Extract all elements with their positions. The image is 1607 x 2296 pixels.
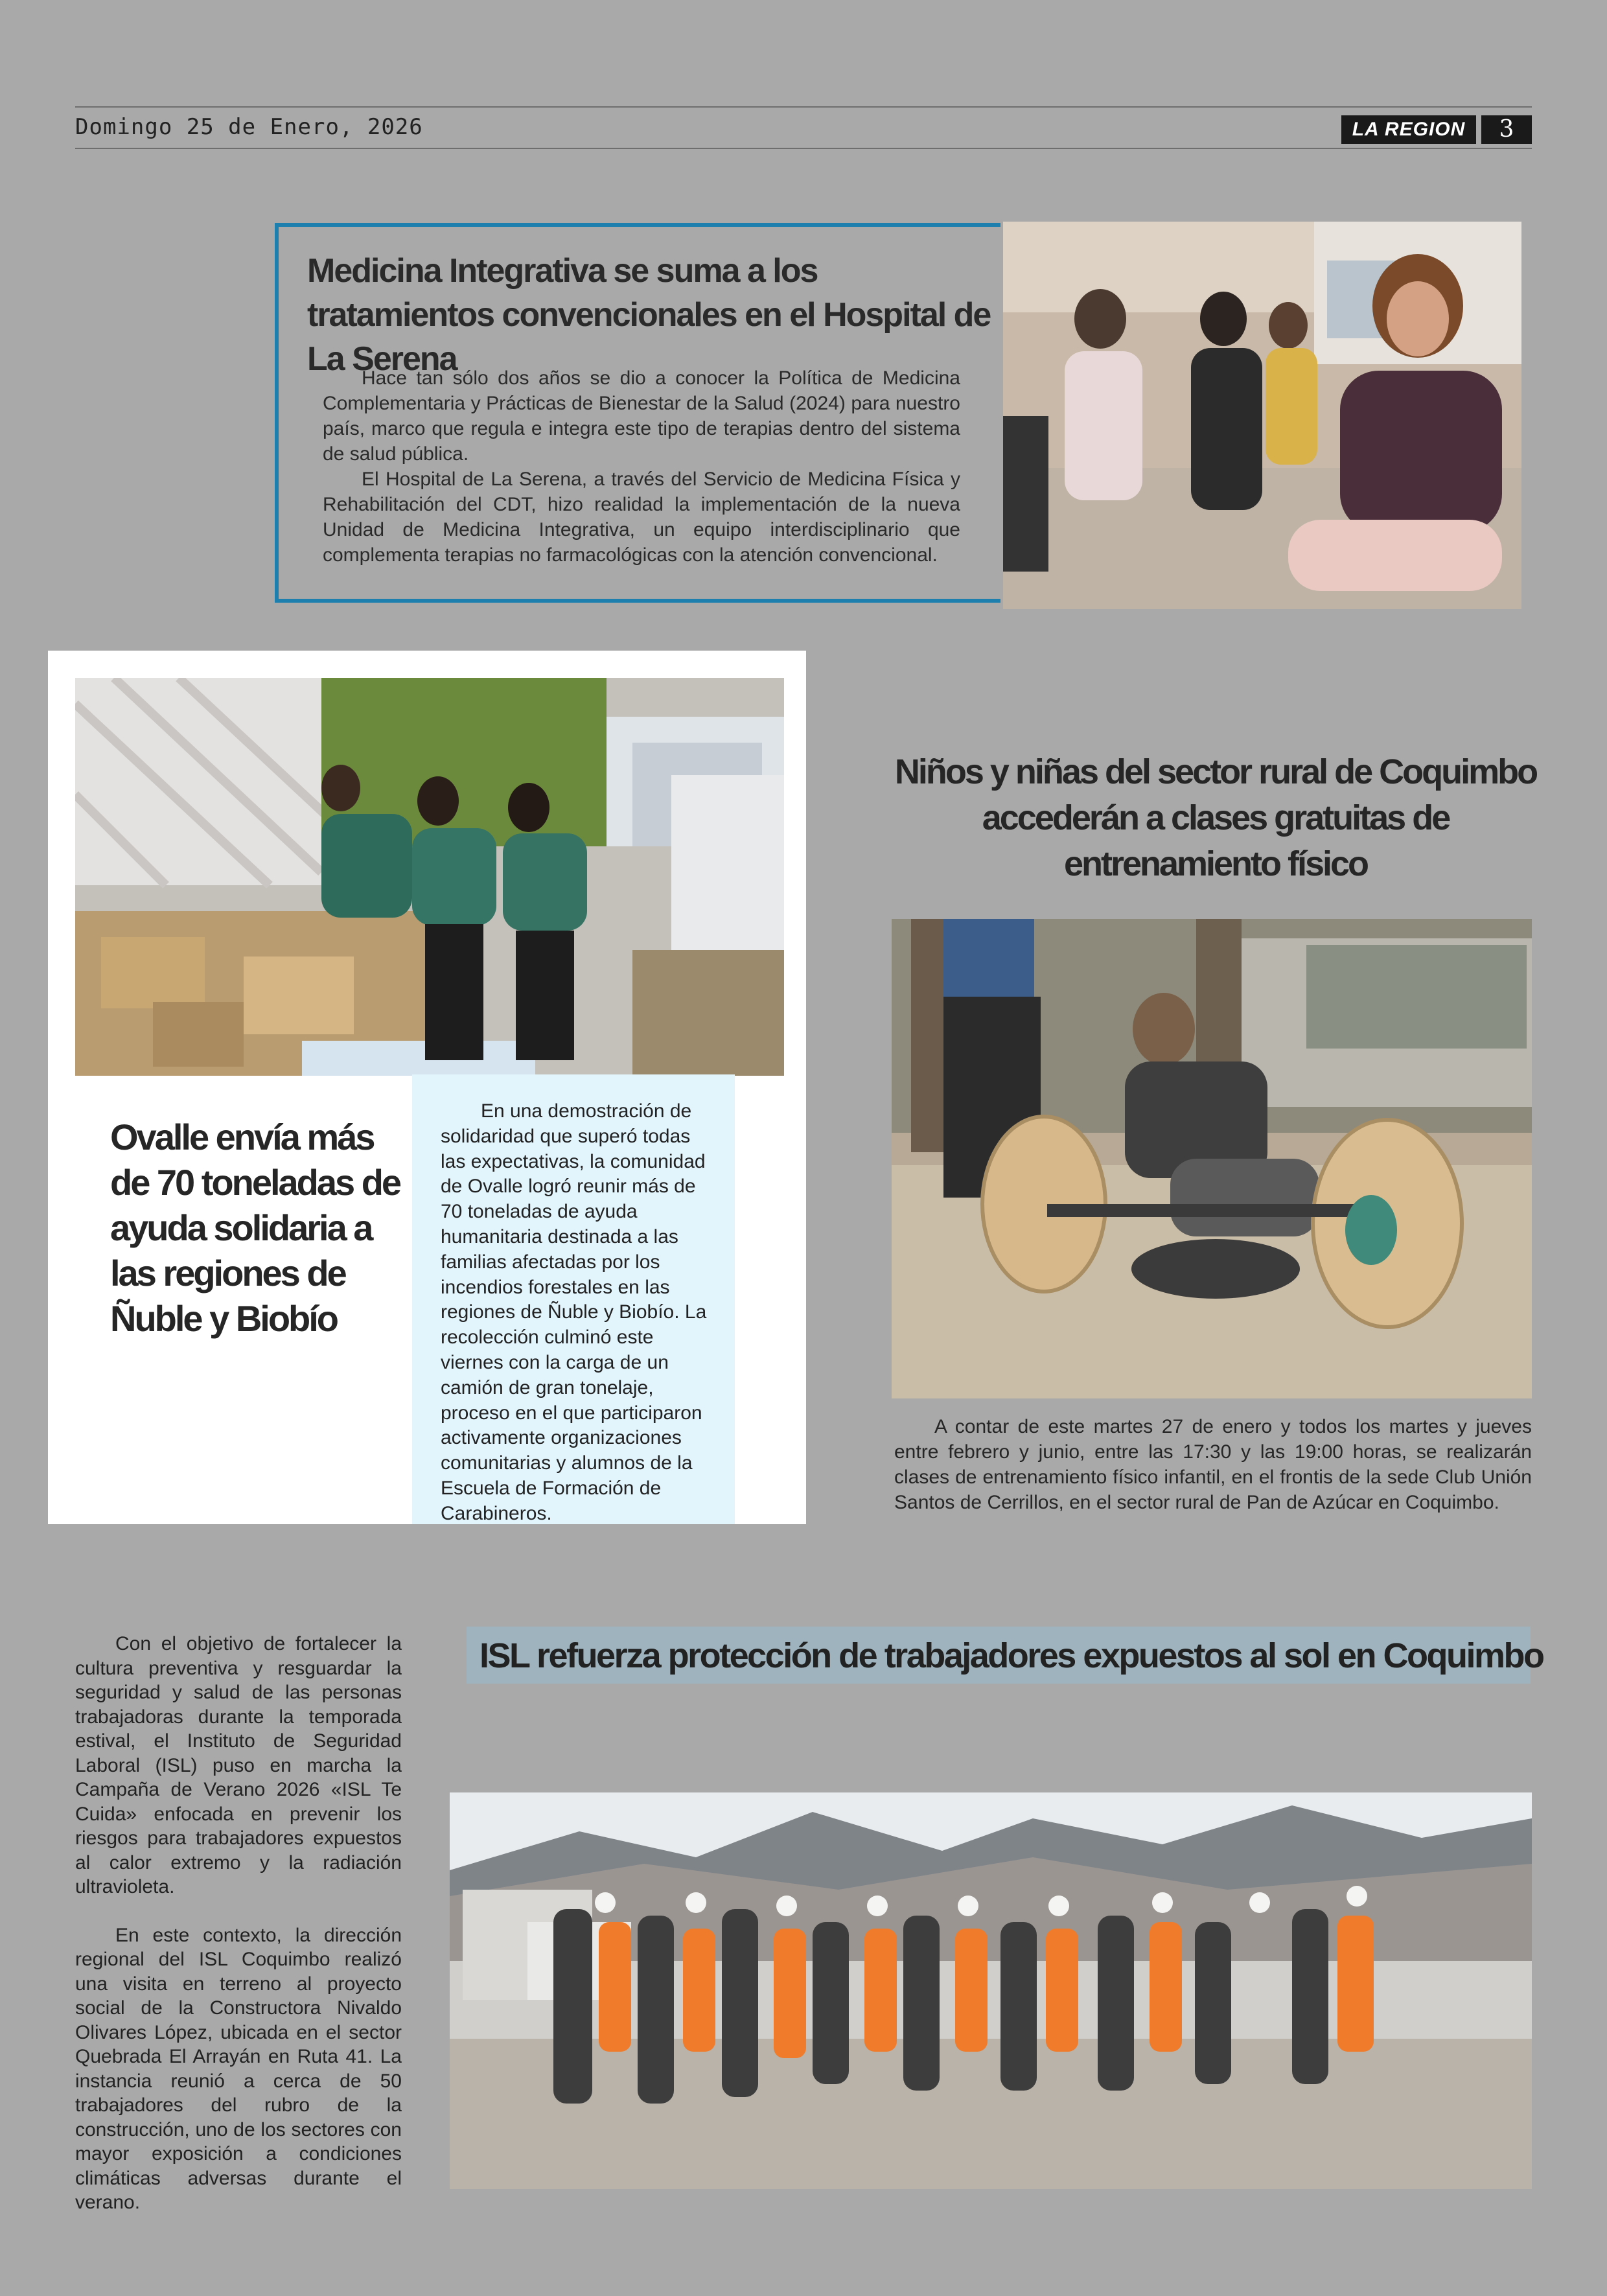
article-caption — [894, 1414, 1532, 1515]
article-body — [75, 1632, 402, 2215]
article-title: Medicina Integrativa se suma a los tratamientos convencionales en el Hospital de La Serena — [307, 252, 991, 378]
meditation-group-photo — [1003, 222, 1521, 609]
page-number: 3 — [1481, 115, 1532, 144]
article-paragraph: El Hospital de La Serena, a través del Servicio de Medicina Física y Rehabilitación del CDT, hizo realidad la implementación de la nueva Unidad de Medicina Integrativa, un equipo interdisciplinario que complementa terapias no farmacológicas con la atención convencional. — [323, 469, 960, 566]
newspaper-logo: LA REGION — [1341, 115, 1476, 144]
article-paragraph: A contar de este martes 27 de enero y todos los martes y jueves entre febrero y junio, entre las 17:30 y las 19:00 horas, se realizarán clases de entrenamiento físico infantil, en el frontis de la sede Club Unión Santos de Cerrillos, en el sector rural de Pan de Azúcar en Coquimbo. — [894, 1416, 1532, 1513]
issue-date: Domingo 25 de Enero, 2026 — [75, 114, 423, 140]
article-paragraph: Con el objetivo de fortalecer la cultura preventiva y resguardar la seguridad y salud de las personas trabajadoras durante la temporada estival, el Instituto de Seguridad Laboral (ISL) puso en marcha la Campaña de Verano 2026 «ISL Te Cuida» enfocada en prevenir los riesgos para trabajadores expuestos al calor extremo y la radiación ultravioleta. — [75, 1633, 402, 1897]
article-title: ISL refuerza protección de trabajadores expuestos al sol en Coquimbo — [480, 1636, 1543, 1675]
article-title: Niños y niñas del sector rural de Coquimbo accederán a clases gratuitas de entrenamiento físico — [894, 752, 1537, 883]
aid-donation-photo — [75, 678, 784, 1076]
article-paragraph: En este contexto, la dirección regional del ISL Coquimbo realizó una visita en terreno al proyecto social de la Constructora Nivaldo Olivares López, ubicada en el sector Quebrada El Arrayán en Ruta 41. La instancia reunió a cerca de 50 trabajadores del rubro de la construcción, uno de los sectores con mayor exposición a condiciones climáticas adversas durante el verano. — [75, 1924, 402, 2213]
article-paragraph: En una demostración de solidaridad que superó todas las expectativas, la comunidad de Ovalle logró reunir más de 70 toneladas de ayuda humanitaria destinada a las familias afectadas por los incendios forestales en las regiones de Ñuble y Biobío. La recolección culminó este viernes con la carga de un camión de gran tonelaje, proceso en el que participaron activamente organizaciones comunitarias y alumnos de la Escuela de Formación de Carabineros. — [441, 1100, 707, 1524]
workers-group-photo — [450, 1792, 1532, 2189]
article-title: Ovalle envía más de 70 toneladas de ayuda solidaria a las regiones de Ñuble y Biobío — [110, 1117, 400, 1339]
header-bottom-rule — [75, 148, 1532, 149]
article-body — [441, 1099, 719, 1527]
header-top-rule — [75, 106, 1532, 108]
article-body — [323, 365, 960, 568]
child-weightlifting-photo — [892, 919, 1532, 1398]
article-paragraph: Hace tan sólo dos años se dio a conocer la Política de Medicina Complementaria y Prácticas de Bienestar de la Salud (2024) para nuestro país, marco que regula e integra este tipo de terapias dentro del sistema de salud pública. — [323, 367, 960, 465]
